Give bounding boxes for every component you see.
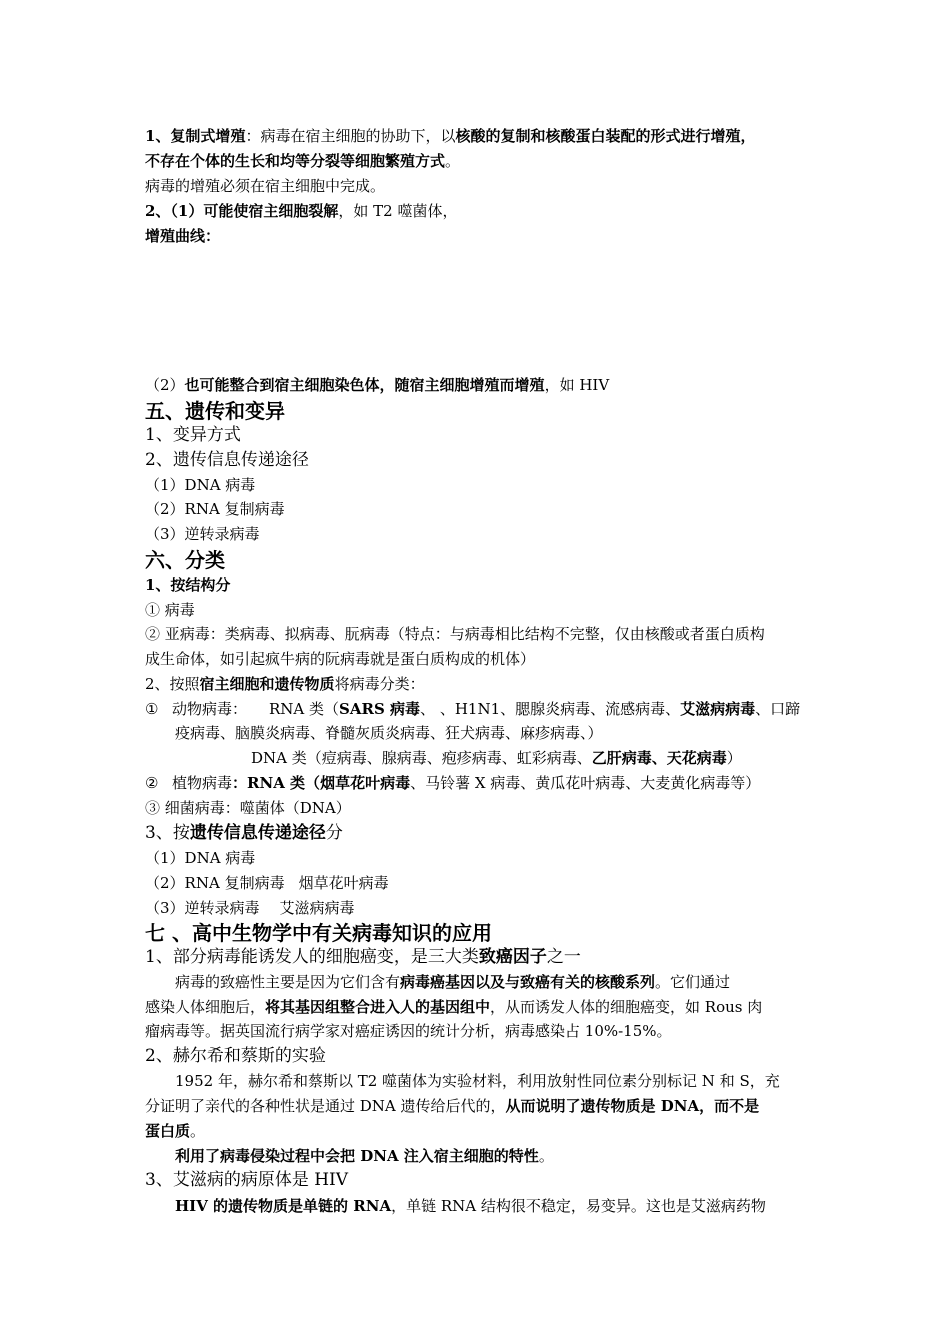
text-line: 2、（1）可能使宿主细胞裂解，如 T2 噬菌体， <box>145 202 458 220</box>
text-line: DNA 类（痘病毒、腺病毒、疱疹病毒、虹彩病毒、乙肝病毒、天花病毒） <box>251 749 742 767</box>
paragraph: 1952 年，赫尔希和蔡斯以 T2 噬菌体为实验材料，利用放射性同位素分别标记 N 和 S，充 <box>175 1072 780 1090</box>
paragraph: 利用了病毒侵染过程中会把 DNA 注入宿主细胞的特性。 <box>175 1147 554 1165</box>
text-line: （2）也可能整合到宿主细胞染色体，随宿主细胞增殖而增殖，如 HIV <box>145 376 610 394</box>
text-line: 疫病毒、脑膜炎病毒、脊髓灰质炎病毒、狂犬病毒、麻疹病毒、） <box>175 724 603 742</box>
text-line: 感染人体细胞后，将其基因组整合进入人的基因组中，从而诱发人体的细胞癌变，如 Rous 肉 <box>145 998 763 1016</box>
text-line: 成生命体，如引起疯牛病的阮病毒就是蛋白质构成的机体） <box>145 650 536 668</box>
list-item: （2）RNA 复制病毒 烟草花叶病毒 <box>145 874 389 892</box>
paragraph-replication: 1、复制式增殖：病毒在宿主细胞的协助下，以核酸的复制和核酸蛋白装配的形式进行增殖， <box>145 127 756 145</box>
section-heading-6: 六、分类 <box>145 548 225 572</box>
section-heading-5: 五、遗传和变异 <box>145 399 285 423</box>
subheading: 1、部分病毒能诱发人的细胞癌变，是三大类致癌因子之一 <box>145 947 581 967</box>
subheading: 1、按结构分 <box>145 576 231 594</box>
section-heading-7: 七 、高中生物学中有关病毒知识的应用 <box>145 921 492 945</box>
subheading: 2、赫尔希和蔡斯的实验 <box>145 1046 326 1066</box>
list-item: （2）RNA 复制病毒 <box>145 500 285 518</box>
text-line: 分证明了亲代的各种性状是通过 DNA 遗传给后代的，从而说明了遗传物质是 DNA，而不是 <box>145 1097 760 1115</box>
list-item: （3）逆转录病毒 <box>145 525 260 543</box>
text-line: 2、按照宿主细胞和遗传物质将病毒分类： <box>145 675 425 693</box>
text-line: 瘤病毒等。据英国流行病学家对癌症诱因的统计分析，病毒感染占 10%-15%。 <box>145 1022 672 1040</box>
paragraph-replication-cont: 不存在个体的生长和均等分裂等细胞繁殖方式。 <box>145 152 461 170</box>
subheading: 3、艾滋病的病原体是 HIV <box>145 1170 349 1190</box>
growth-curve-label: 增殖曲线： <box>145 227 221 245</box>
subheading: 1、变异方式 <box>145 425 241 445</box>
list-item: （1）DNA 病毒 <box>145 849 256 867</box>
text-line: 病毒的增殖必须在宿主细胞中完成。 <box>145 177 386 195</box>
paragraph: 病毒的致癌性主要是因为它们含有病毒癌基因以及与致癌有关的核酸系列。它们通过 <box>175 973 731 991</box>
list-item: ② 植物病毒：RNA 类（烟草花叶病毒、马铃薯 X 病毒、黄瓜花叶病毒、大麦黄化病毒等） <box>145 774 761 792</box>
text-line: 蛋白质。 <box>145 1122 206 1140</box>
list-item: ① 病毒 <box>145 601 195 619</box>
subheading: 2、遗传信息传递途径 <box>145 450 309 470</box>
list-item: ③ 细菌病毒：噬菌体（DNA） <box>145 799 351 817</box>
list-item: （1）DNA 病毒 <box>145 476 256 494</box>
list-item: （3）逆转录病毒 艾滋病病毒 <box>145 899 355 917</box>
paragraph: HIV 的遗传物质是单链的 RNA，单链 RNA 结构很不稳定，易变异。这也是艾滋病药物 <box>175 1197 766 1215</box>
list-item: ① 动物病毒： RNA 类（SARS 病毒、 、H1N1、腮腺炎病毒、流感病毒、艾滋病病毒、口蹄 <box>145 700 801 718</box>
list-item: ② 亚病毒：类病毒、拟病毒、朊病毒（特点：与病毒相比结构不完整，仅由核酸或者蛋白质构 <box>145 625 765 643</box>
subheading: 3、按遗传信息传递途径分 <box>145 823 343 843</box>
